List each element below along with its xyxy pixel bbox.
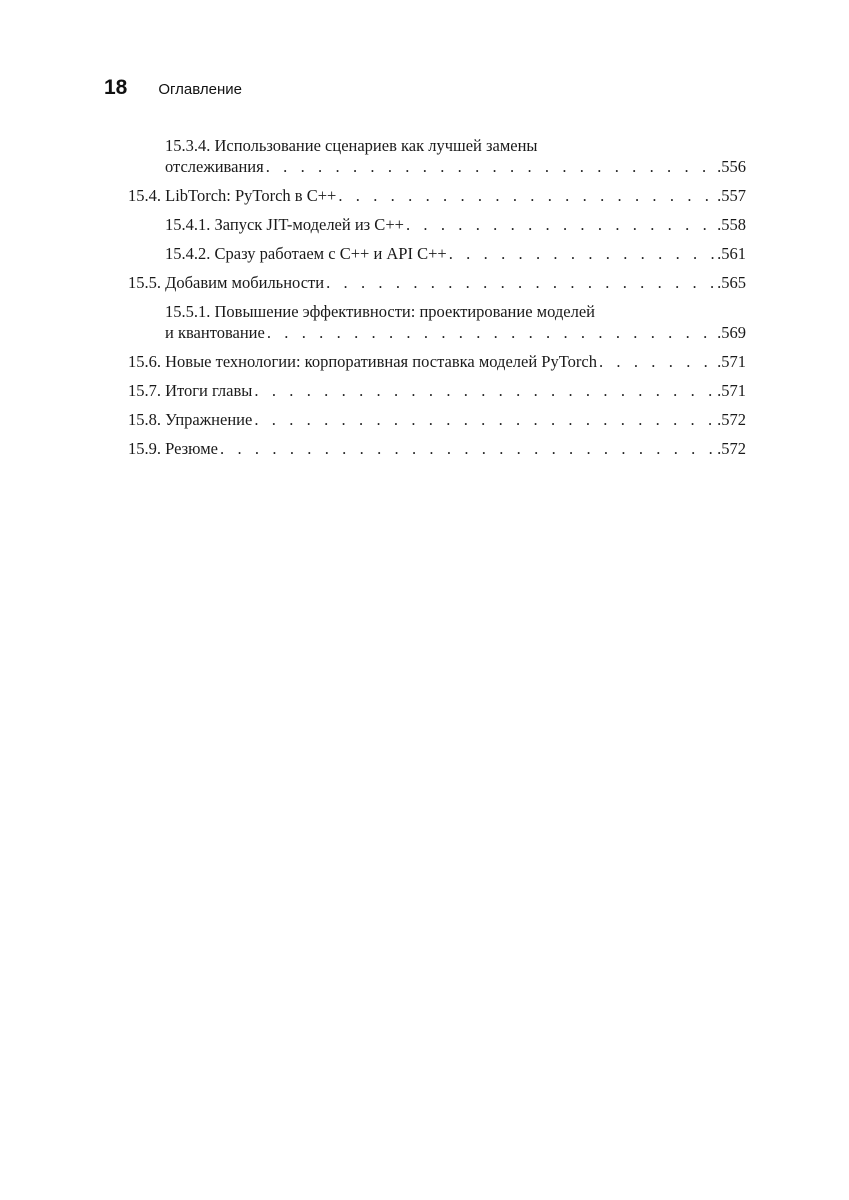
dot-leader [597,351,717,372]
toc-entry[interactable] [128,351,746,372]
toc-page-number: .561 [717,244,746,263]
page-number: 18 [104,76,128,99]
toc-entry-title: 15.4.1. Запуск JIT-моделей из C++ [165,215,404,234]
dot-leader [218,438,717,459]
toc-entry[interactable] [128,214,746,235]
toc-entry-title: 15.5. Добавим мобильности [128,273,325,292]
page-header [104,76,242,106]
toc-entry-title: 15.9. Резюме [128,439,219,458]
dot-leader [252,380,717,401]
toc-page-number: .569 [717,323,746,342]
toc-entry-title: 15.6. Новые технологии: корпоративная поставка моделей PyTorch [128,352,597,371]
toc-entry[interactable] [128,185,746,206]
toc-page-number: .565 [717,273,746,292]
toc-entry-title-line: и квантование [165,323,265,342]
toc-entry-title-line: отслеживания [165,157,264,176]
toc-page-number: .571 [717,381,746,400]
toc-entry-title: 15.4.2. Сразу работаем с C++ и API C++ [165,244,447,263]
toc-entry[interactable] [128,243,746,264]
dot-leader [265,322,717,343]
dot-leader [404,214,717,235]
toc-page-number: .572 [717,410,746,429]
toc-entry[interactable] [128,301,746,343]
running-title: Оглавление [158,81,242,98]
dot-leader [447,243,717,264]
dot-leader [324,272,717,293]
toc-entry[interactable] [128,438,746,459]
toc-entry-title: 15.4. LibTorch: PyTorch в C++ [128,186,337,205]
toc-entry-title-line: 15.3.4. Использование сценариев как лучшей замены [165,136,538,155]
dot-leader [264,156,717,177]
toc-entry-title: 15.7. Итоги главы [128,381,253,400]
toc-page-number: .572 [717,439,746,458]
toc-page-number: .556 [717,157,746,176]
toc-page-number: .571 [717,352,746,371]
dot-leader [252,409,717,430]
toc-entry[interactable] [128,135,746,177]
table-of-contents [128,135,746,467]
toc-entry-title-line: 15.5.1. Повышение эффективности: проектирование моделей [165,302,595,321]
toc-entry-title: 15.8. Упражнение [128,410,253,429]
toc-entry[interactable] [128,409,746,430]
toc-entry[interactable] [128,272,746,293]
toc-page-number: .557 [717,186,746,205]
toc-entry[interactable] [128,380,746,401]
dot-leader [336,185,717,206]
toc-page-number: .558 [717,215,746,234]
